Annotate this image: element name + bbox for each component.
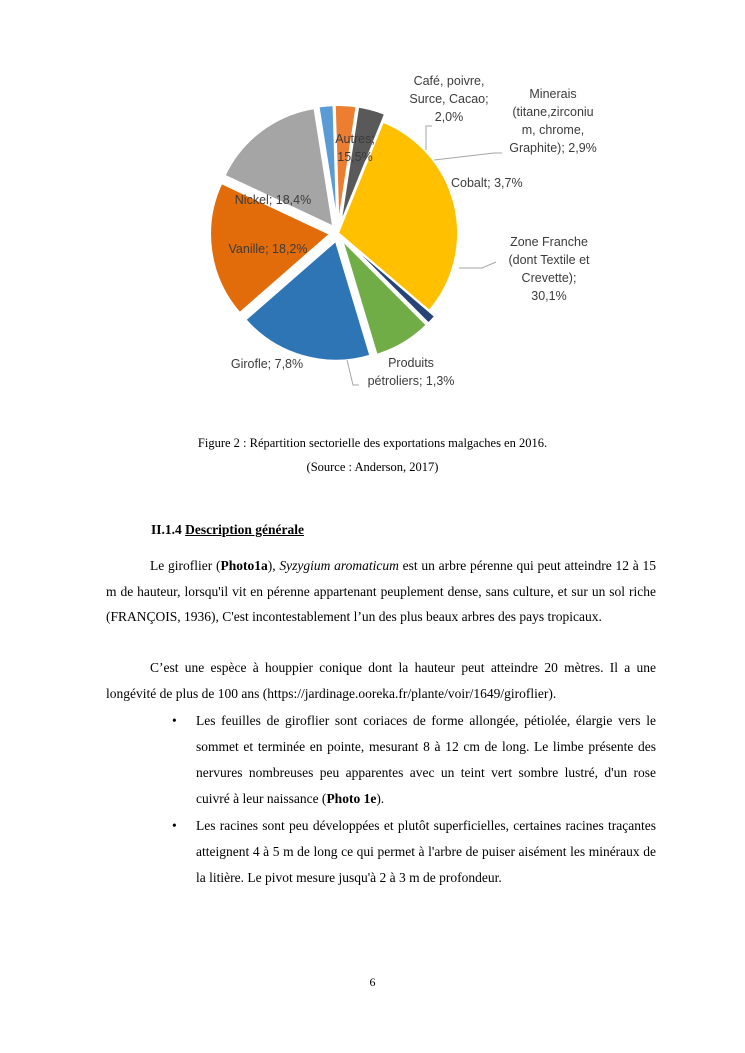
data-label-girofle: Girofle; 7,8% [230, 357, 304, 371]
data-label-produits-petroliers: Produits pétroliers; 1,3% [367, 356, 455, 388]
page-number: 6 [369, 975, 376, 989]
paragraph-text: C’est une espèce à houppier conique dont la hauteur peut atteindre 20 mètres. Il a une longévité de plus de 100 ans (https://jardinage.ooreka.fr/plante/voir/1649/giroflier). [106, 660, 656, 701]
leader-line-cafe [426, 126, 432, 150]
paragraph-text: est un arbre pérenne qui peut atteindre 12 à 15 m de hauteur, lorsqu'il vit en pérenne appartenant peuplement dense, sans culture, et sur un sol riche (FRANÇOIS, 1936), C'est incontestablement l’un des plus beaux arbres des pays tropicaux. [106, 558, 656, 624]
list-item-text: Les feuilles de giroflier sont coriaces de forme allongée, pétiolée, élargie vers le sommet et terminée en pointe, mesurant 8 à 12 cm de long. Le limbe présente des nervures nombreuses peu apparentes avec un teint vert sombre lustré, d'un rose cuivré à leur naissance ( [196, 713, 656, 806]
paragraph-description [106, 553, 656, 630]
list-item-text: ). [376, 791, 385, 806]
data-label-vanille: Vanille; 18,2% [228, 242, 308, 256]
list-item [106, 813, 656, 891]
bullet-icon: • [172, 818, 177, 833]
bullet-list [106, 708, 656, 892]
leader-line-produits-petroliers [347, 360, 359, 385]
data-label-nickel: Nickel; 18,4% [234, 193, 312, 207]
paragraph-houppier [106, 655, 656, 706]
pie-chart [0, 0, 745, 420]
data-label-cobalt: Cobalt; 3,7% [451, 176, 523, 190]
section-heading [151, 522, 304, 538]
section-title: Description générale [185, 522, 304, 537]
data-label-cafe: Café, poivre, Surce, Cacao; 2,0% [409, 74, 489, 124]
figure-source: (Source : Anderson, 2017) [306, 460, 439, 474]
leader-line-zone-franche [459, 262, 496, 268]
data-label-minerais: Minerais (titane,zirconiu m, chrome, Graphite); 2,9% [509, 87, 597, 155]
photo-reference: Photo1a [220, 558, 268, 573]
section-number: II.1.4 [151, 522, 182, 537]
data-label-autres: Autres; 15,5% [335, 132, 375, 164]
bullet-icon: • [172, 713, 177, 728]
photo-reference: Photo 1e [326, 791, 377, 806]
list-item-text: Les racines sont peu développées et plutôt superficielles, certaines racines traçantes atteignent 4 à 5 m de long ce qui permet à l'arbre de puiser aisément les minéraux de la litière. Le pivot mesure jusqu'à 2 à 3 m de profondeur. [196, 818, 656, 885]
species-name: Syzygium aromaticum [279, 558, 399, 573]
paragraph-text: ), [267, 558, 280, 573]
data-label-zone-franche: Zone Franche (dont Textile et Crevette); 30,1% [508, 235, 590, 303]
paragraph-text: Le giroflier ( [150, 558, 221, 573]
leader-line-minerais [434, 153, 502, 160]
pie-slices [210, 105, 458, 361]
figure-caption: Figure 2 : Répartition sectorielle des exportations malgaches en 2016. [197, 436, 548, 450]
list-item [106, 708, 656, 812]
